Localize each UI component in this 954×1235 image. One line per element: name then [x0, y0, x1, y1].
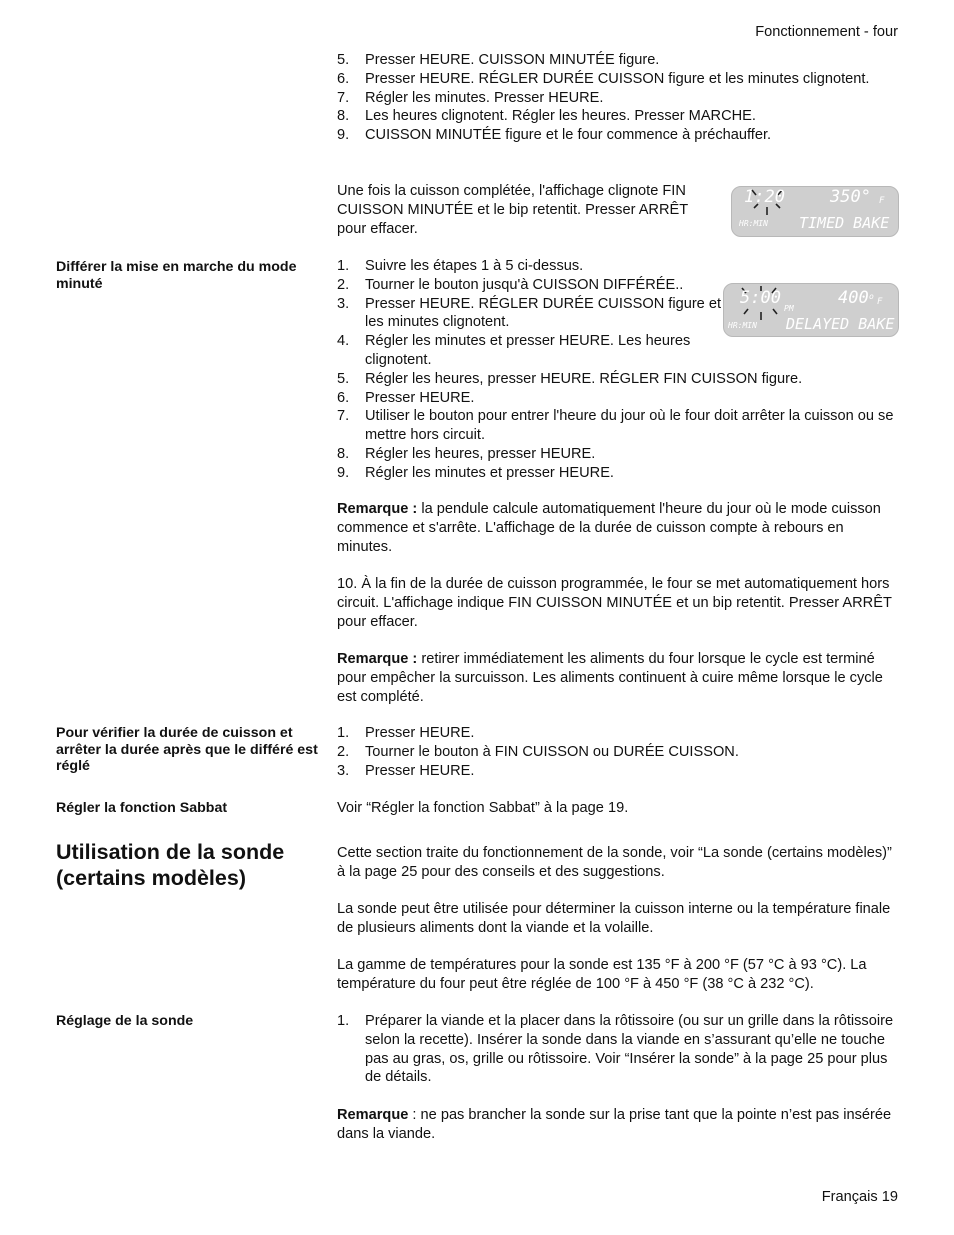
list-item: 6. Presser HEURE.: [337, 389, 475, 406]
note-probe-plug: Remarque : ne pas brancher la sonde sur la prise tant que la pointe n’est pas insérée dans la viande.: [337, 1107, 892, 1142]
list-item: 4. Régler les minutes et presser HEURE. Les heures clignotent.: [337, 333, 691, 368]
page-footer: Français 19: [821, 1189, 898, 1205]
display-degree: o: [869, 292, 874, 301]
list-item: 6. Presser HEURE. RÉGLER DURÉE CUISSON figure et les minutes clignotent.: [337, 70, 870, 87]
completion-paragraph: Une fois la cuisson complétée, l'affichage clignote FIN CUISSON MINUTÉE et le bip retentit. Presser ARRÊT pour effacer.: [337, 183, 688, 237]
display-pm: PM: [784, 304, 794, 313]
display-time: 5:00: [740, 288, 781, 308]
display-left-label: HR:MIN: [728, 321, 757, 330]
section-heading-verify: Pour vérifier la durée de cuisson et arrêter la durée après que le différé est réglé: [56, 725, 318, 774]
list-item: 7. Régler les minutes. Presser HEURE.: [337, 89, 604, 106]
list-item: 5. Presser HEURE. CUISSON MINUTÉE figure.: [337, 52, 660, 68]
list-item: 5. Régler les heures, presser HEURE. RÉGLER FIN CUISSON figure.: [337, 370, 803, 387]
probe-paragraph-1: Cette section traite du fonctionnement de la sonde, voir “La sonde (certains modèles)” à la page 25 pour des conseils et des suggestions.: [337, 845, 892, 880]
list-item: 8. Les heures clignotent. Régler les heures. Presser MARCHE.: [337, 108, 756, 125]
display-mode: DELAYED BAKE: [786, 315, 895, 333]
display-unit: F: [879, 196, 885, 206]
steps-verify-list: [337, 724, 899, 780]
section-heading-delay: Différer la mise en marche du mode minuté: [56, 259, 297, 292]
note-clock: Remarque : la pendule calcule automatiquement l'heure du jour où le mode cuisson commence et s'arrête. L'affichage de la durée de cuisson compte à rebours en minutes.: [337, 501, 881, 555]
probe-paragraph-2: La sonde peut être utilisée pour déterminer la cuisson interne ou la température finale de plusieurs aliments dont la viande et la volaille.: [337, 901, 891, 936]
list-item: 7. Utiliser le bouton pour entrer l'heure du jour où le four doit arrêter la cuisson ou se mettre hors circuit.: [337, 408, 894, 444]
list-item: 8. Régler les heures, presser HEURE.: [337, 445, 596, 462]
list-item: 1. Préparer la viande et la placer dans la rôtissoire (ou sur un grille dans la rôtissoire selon la recette). Insérer la sonde dans la viande en s’assurant qu’elle ne touche pas au gras, os, grille ou rôtissoire. Voir “Insérer la sonde” à la page 25 pour plus de détails.: [337, 1013, 894, 1086]
list-item: 1. Suivre les étapes 1 à 5 ci-dessus.: [337, 258, 584, 274]
sabbat-text: Voir “Régler la fonction Sabbat” à la page 19.: [337, 800, 629, 816]
probe-paragraph-3: La gamme de températures pour la sonde est 135 °F à 200 °F (57 °C à 93 °C). La température du four peut être réglée de 100 °F à 450 °F (38 °C à 232 °C).: [337, 957, 867, 992]
list-item: 3. Presser HEURE. RÉGLER DURÉE CUISSON figure et les minutes clignotent.: [337, 295, 722, 331]
section-heading-probe-setup: Réglage de la sonde: [56, 1013, 194, 1029]
steps-top-list: [337, 51, 899, 145]
step-10-paragraph: 10. À la fin de la durée de cuisson programmée, le four se met automatiquement hors circuit. L'affichage indique FIN CUISSON MINUTÉE et un bip retentit. Presser ARRÊT pour effacer.: [337, 576, 892, 630]
display-temp: 400: [838, 288, 869, 308]
display-temp: 350°: [830, 187, 871, 207]
list-item: 9. CUISSON MINUTÉE figure et le four commence à préchauffer.: [337, 127, 772, 144]
list-item: 2. Tourner le bouton jusqu'à CUISSON DIFFÉRÉE..: [337, 276, 684, 293]
list-item: 3. Presser HEURE.: [337, 762, 475, 779]
list-item: 1. Presser HEURE.: [337, 725, 475, 741]
page-header: Fonctionnement - four: [755, 24, 898, 40]
note-remove-food: Remarque : retirer immédiatement les aliments du four lorsque le cycle est terminé pour empêcher la surcuisson. Les aliments continuent à cuire même lorsque le cycle est complété.: [337, 651, 883, 705]
list-item: 9. Régler les minutes et presser HEURE.: [337, 464, 614, 481]
section-heading-probe: Utilisation de la sonde (certains modèles): [56, 840, 285, 890]
display-left-label: HR:MIN: [739, 219, 768, 228]
steps-probe-setup-list: [337, 1012, 899, 1087]
section-heading-sabbat: Régler la fonction Sabbat: [56, 800, 228, 816]
display-time: 1:20: [744, 187, 785, 207]
oven-display-timed-bake: [731, 186, 899, 237]
oven-display-delayed-bake: [723, 283, 899, 337]
display-unit: F: [877, 297, 883, 307]
list-item: 2. Tourner le bouton à FIN CUISSON ou DURÉE CUISSON.: [337, 743, 739, 760]
display-mode: TIMED BAKE: [799, 214, 890, 232]
